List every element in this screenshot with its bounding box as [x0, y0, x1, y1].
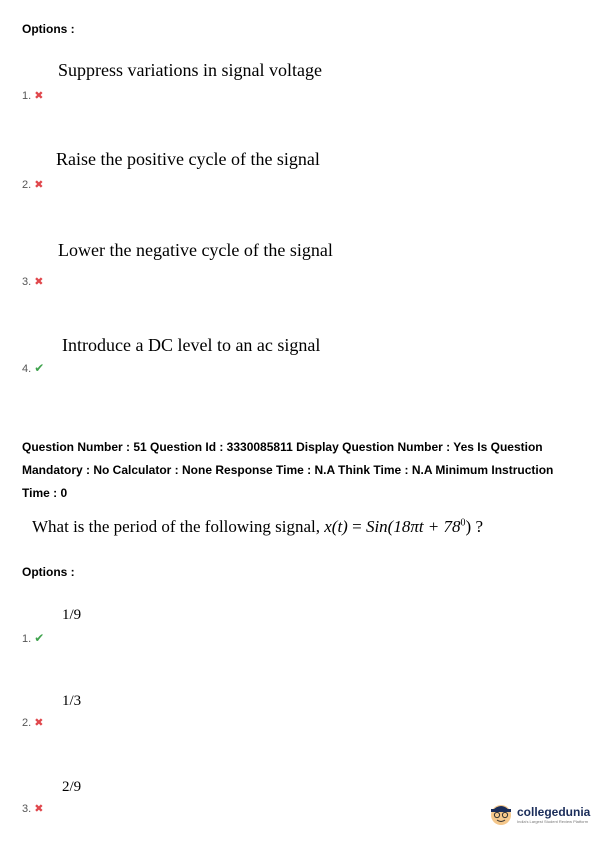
option-num: 4. — [22, 363, 32, 375]
option-num: 1. — [22, 90, 32, 102]
option-text-b3: 2/9 — [62, 779, 82, 795]
formula-lhs: x(t) — [324, 517, 348, 536]
cross-mark-icon: ✖ — [34, 276, 44, 288]
check-mark-icon: ✔ — [34, 631, 45, 645]
option-num: 3. — [22, 276, 32, 288]
question-suffix: ? — [475, 517, 484, 536]
formula-rhs-b: ) — [465, 517, 472, 536]
option-num: 1. — [22, 633, 32, 645]
option-num: 2. — [22, 717, 32, 729]
formula-rhs-a: Sin(18πt + 78 — [365, 517, 461, 536]
option-text-3: Lower the negative cycle of the signal — [58, 240, 333, 260]
question-meta: Question Number : 51 Question Id : 3330085811 Display Question Number : Yes Is Question Mandatory : No Calculator : None Response Time : N.A Think Time : N.A Minimum Instruction Time : 0 — [22, 440, 554, 500]
option-text-b1: 1/9 — [62, 607, 82, 623]
option-number-1 — [22, 86, 43, 104]
option-number-b2 — [22, 713, 43, 731]
cross-mark-icon: ✖ — [34, 179, 44, 191]
question-text — [32, 517, 483, 537]
option-text-1: Suppress variations in signal voltage — [58, 60, 322, 80]
logo-name: collegedunia — [517, 804, 591, 819]
option-number-2 — [22, 175, 43, 193]
options-label-2: Options : — [22, 565, 75, 579]
option-number-3 — [22, 272, 43, 290]
logo-tagline: India's Largest Student Review Platform — [517, 818, 589, 824]
option-number-b1 — [22, 629, 44, 647]
option-text-2: Raise the positive cycle of the signal — [56, 149, 320, 169]
option-number-b3 — [22, 799, 43, 817]
option-num: 2. — [22, 179, 32, 191]
cross-mark-icon: ✖ — [34, 717, 44, 729]
options-label: Options : — [22, 22, 75, 36]
cross-mark-icon: ✖ — [34, 90, 44, 102]
option-num: 3. — [22, 803, 32, 815]
option-number-4 — [22, 359, 44, 377]
formula-eq: = — [352, 517, 362, 536]
mascot-icon — [488, 801, 514, 827]
question-prefix: What is the period of the following signal, — [32, 517, 320, 536]
check-mark-icon: ✔ — [34, 361, 45, 375]
option-text-4: Introduce a DC level to an ac signal — [62, 335, 321, 355]
option-text-b2: 1/3 — [62, 693, 82, 709]
formula-sup: 0 — [460, 517, 466, 529]
collegedunia-logo — [488, 801, 590, 827]
cross-mark-icon: ✖ — [34, 803, 44, 815]
